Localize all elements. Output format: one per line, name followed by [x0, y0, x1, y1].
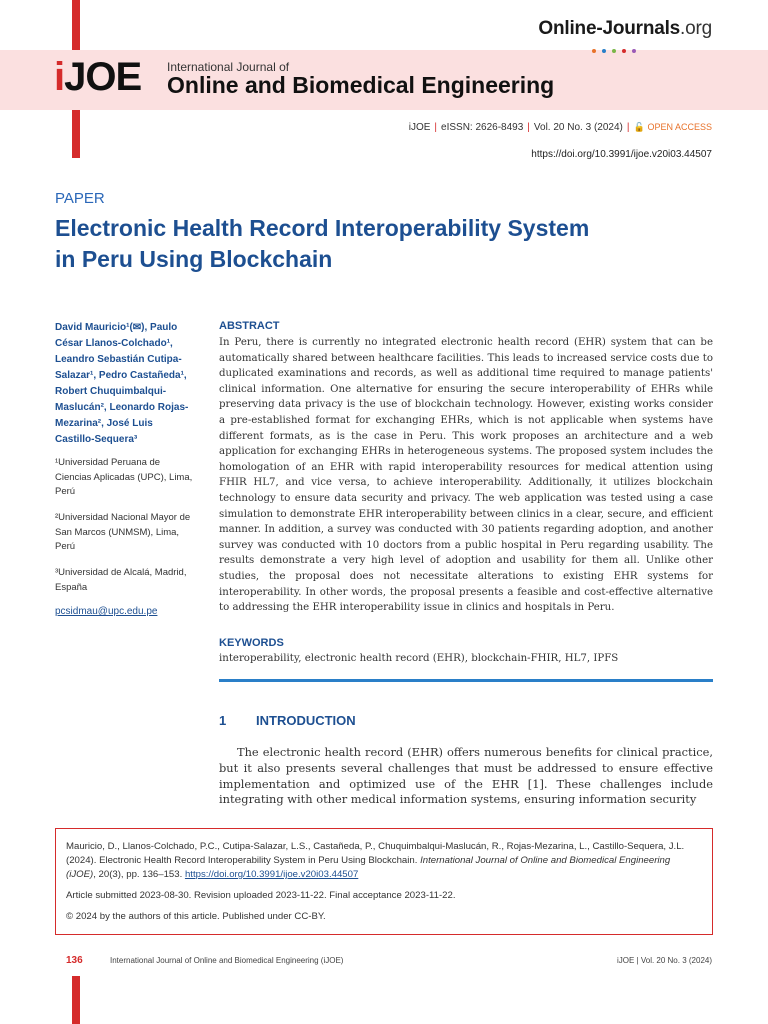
- site-name: Online-Journals: [538, 18, 681, 39]
- author-list: David Mauricio¹(✉), Paulo César Llanos-Colchado¹, Leandro Sebastián Cutipa-Salazar¹, Pedro Castañeda¹, Robert Chuquimbalqui-Maslucán², Leonardo Rojas-Mezarina², José Luis Castillo-Sequera³: [55, 322, 189, 445]
- issue-info: iJOE | eISSN: 2626-8493 | Vol. 20 No. 3 (2024) | 🔓 OPEN ACCESS: [408, 122, 712, 133]
- abstract-text: In Peru, there is currently no integrated electronic health record (EHR) system that can be automatically shared between healthcare facilities. This leads to increased service costs due to duplicated examinations and records, as well as additional time required to manage patients' clinical information. One alternative for ensuring the secure interoperability of EHRs while preserving data privacy is the use of blockchain technology. However, existing works consider a pre-established format for exchanging EHRs, which is not applicable when systems have different formats, as is the case in Peru. This work proposes an architecture and a web application for exchanging EHRs in heterogeneous systems. The proposed system includes the homologation of an EHR with rapid interoperability resources for medical attention using FHIR HL7, and vice versa, to achieve interoperability. Additionally, it utilizes blockchain technology to ensure data security and privacy. The web application was tested using a case simulation to demonstrate EHR interoperability between clinics in a clear, secure, and efficient manner. In addition, a survey was conducted with 30 patients regarding adoption, and another survey was conducted with 10 doctors from a public hospital in Peru regarding usability. The results demonstrate a very high level of adoption and usability for them all. Unlike other studies, the proposal does not necessitate alterations to existing EHR systems for interoperability. In other words, the proposal presents a feasible and cost-effective alternative to addressing the EHR interoperability issue in clinics and hospitals in Peru.: [219, 337, 713, 614]
- paper-type-label: PAPER: [55, 190, 105, 207]
- article-dates: Article submitted 2023-08-30. Revision uploaded 2023-11-22. Final acceptance 2023-11-22.: [66, 890, 456, 901]
- brand-dot: [612, 49, 616, 53]
- citation-text: Mauricio, D., Llanos-Colchado, P.C., Cutipa-Salazar, L.S., Castañeda, P., Chuquimbalqui-Maslucán, R., Rojas-Mezarina, L., Castillo-Sequera, J.L. (2024). Electronic Health Record Interoperability System in Peru Using Blockchain. International Journal of Online and Biomedical Engineering (iJOE), 20(3), pp. 136–153. https://doi.org/10.3991/ijoe.v20i03.44507: [66, 841, 685, 880]
- journal-abbrev: iJOE: [408, 122, 431, 133]
- brand-dots: [592, 40, 652, 44]
- site-tld: .org: [680, 18, 712, 39]
- journal-subtitle: International Journal of: [167, 60, 290, 74]
- volume-info: Vol. 20 No. 3 (2024): [533, 122, 623, 133]
- brand-dot: [602, 49, 606, 53]
- journal-logo: iJOE: [54, 55, 142, 99]
- introduction-text: The electronic health record (EHR) offers numerous benefits for clinical practice, but it also presents several challenges that must be addressed to ensure effective implementation and optimized use of the EHR [1]. These challenges include integrating with other medical information systems, ensuring information security: [219, 745, 713, 807]
- footer-journal: International Journal of Online and Biomedical Engineering (iJOE): [110, 956, 344, 965]
- keywords-heading: KEYWORDS: [219, 637, 284, 649]
- eissn: eISSN: 2626-8493: [441, 122, 524, 133]
- license-text: © 2024 by the authors of this article. Published under CC-BY.: [66, 911, 326, 922]
- corresponding-email-link[interactable]: pcsidmau@upc.edu.pe: [55, 606, 158, 617]
- open-access-label: OPEN ACCESS: [647, 122, 712, 132]
- citation-doi-link[interactable]: https://doi.org/10.3991/ijoe.v20i03.44507: [184, 869, 359, 880]
- doi-link[interactable]: https://doi.org/10.3991/ijoe.v20i03.44507: [531, 149, 712, 160]
- affiliation-3: ³Universidad de Alcalá, Madrid, España: [55, 567, 187, 593]
- section-divider: [219, 679, 713, 682]
- affiliation-1: ¹Universidad Peruana de Ciencias Aplicadas (UPC), Lima, Perú: [55, 457, 193, 497]
- paper-title: Electronic Health Record Interoperability System in Peru Using Blockchain: [55, 215, 590, 272]
- journal-name: Online and Biomedical Engineering: [167, 72, 555, 98]
- abstract-heading: ABSTRACT: [219, 320, 280, 332]
- page-number: 136: [66, 955, 83, 966]
- brand-dot: [622, 49, 626, 53]
- bottom-accent-bar: [72, 976, 80, 1024]
- brand-dot: [632, 49, 636, 53]
- site-brand-link[interactable]: [538, 18, 712, 40]
- footer-issue: iJOE | Vol. 20 No. 3 (2024): [616, 956, 712, 965]
- open-access-lock-icon: 🔓: [633, 122, 645, 132]
- brand-dot: [592, 49, 596, 53]
- citation-box: [55, 828, 713, 935]
- section-heading: INTRODUCTION: [256, 713, 356, 728]
- section-number: 1: [219, 713, 227, 728]
- keywords-text: interoperability, electronic health record (EHR), blockchain-FHIR, HL7, IPFS: [219, 653, 619, 664]
- affiliation-2: ²Universidad Nacional Mayor de San Marcos (UNMSM), Lima, Perú: [55, 512, 191, 552]
